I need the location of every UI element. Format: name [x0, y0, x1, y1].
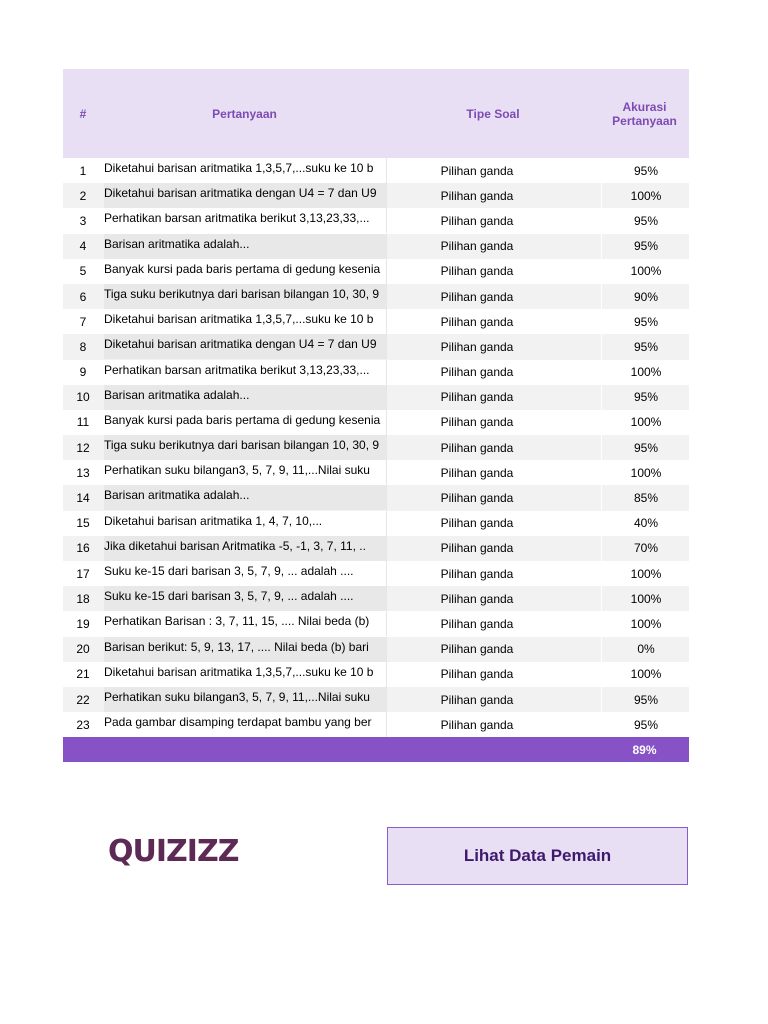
table-row: [63, 662, 689, 687]
row-number: 22: [76, 692, 90, 707]
row-accuracy: 95%: [601, 234, 690, 259]
row-question-type: [386, 208, 600, 233]
row-accuracy: 40%: [601, 511, 690, 536]
row-number: 2: [79, 188, 87, 203]
row-number: 19: [76, 616, 90, 631]
quizizz-logo: [108, 825, 239, 877]
row-question: Diketahui barisan aritmatika dengan U4 = 7 dan U9: [104, 183, 387, 208]
row-question: Barisan aritmatika adalah...: [104, 385, 387, 410]
table-row: [63, 360, 689, 385]
row-number: 17: [76, 566, 90, 581]
row-question: Diketahui barisan aritmatika 1, 4, 7, 10,...: [104, 511, 387, 536]
table-row: [63, 234, 689, 259]
row-number: 10: [76, 390, 90, 405]
row-accuracy: 100%: [601, 183, 690, 208]
row-question-type: [386, 234, 600, 259]
row-question-type-text: Pilihan ganda: [440, 616, 514, 631]
row-accuracy: 95%: [601, 309, 690, 334]
table-row: [63, 208, 689, 233]
row-question-type-text: Pilihan ganda: [440, 314, 514, 329]
row-question: Barisan aritmatika adalah...: [104, 485, 387, 510]
row-question-type-text: Pilihan ganda: [440, 213, 514, 228]
row-accuracy: 100%: [601, 586, 690, 611]
table-row: [63, 435, 689, 460]
table-row: [63, 637, 689, 662]
row-accuracy: 100%: [601, 460, 690, 485]
row-question: Tiga suku berikutnya dari barisan bilangan 10, 30, 9: [104, 435, 387, 460]
row-question: Suku ke-15 dari barisan 3, 5, 7, 9, ... adalah ....: [104, 561, 387, 586]
row-question-type-text: Pilihan ganda: [440, 239, 514, 254]
view-player-data-button[interactable]: Lihat Data Pemain: [387, 827, 688, 885]
row-accuracy: 100%: [601, 410, 690, 435]
row-accuracy: 100%: [601, 360, 690, 385]
row-accuracy: 0%: [601, 637, 690, 662]
table-row: [63, 183, 689, 208]
table-row: [63, 460, 689, 485]
table-row: [63, 158, 689, 183]
table-row: [63, 485, 689, 510]
row-question-type: [386, 435, 600, 460]
row-question: Diketahui barisan aritmatika 1,3,5,7,...suku ke 10 b: [104, 309, 387, 334]
total-accuracy: 89%: [632, 742, 657, 757]
table-row: [63, 259, 689, 284]
row-question: Tiga suku berikutnya dari barisan bilangan 10, 30, 9: [104, 284, 387, 309]
row-accuracy: 100%: [601, 611, 690, 636]
row-number: 9: [79, 365, 87, 380]
row-question: Perhatikan suku bilangan3, 5, 7, 9, 11,...Nilai suku: [104, 460, 387, 485]
row-question-type-text: Pilihan ganda: [440, 516, 514, 531]
row-number: 1: [79, 163, 87, 178]
row-number: 20: [76, 642, 90, 657]
table-row: [63, 611, 689, 636]
row-accuracy: 90%: [601, 284, 690, 309]
quizizz-logo-text: QUIZIZZ: [108, 833, 239, 869]
row-number: 16: [76, 541, 90, 556]
row-number: 12: [76, 440, 90, 455]
row-question: Barisan aritmatika adalah...: [104, 234, 387, 259]
row-question-type: [386, 586, 600, 611]
row-question-type-text: Pilihan ganda: [440, 541, 514, 556]
row-accuracy: 85%: [601, 485, 690, 510]
row-question-type-text: Pilihan ganda: [440, 365, 514, 380]
row-question: Perhatikan barsan aritmatika berikut 3,13,23,33,...: [104, 208, 387, 233]
row-number: 14: [76, 491, 90, 506]
row-question-type: [386, 712, 600, 737]
row-number: 7: [79, 314, 87, 329]
row-question-type-text: Pilihan ganda: [440, 465, 514, 480]
table-row: [63, 309, 689, 334]
row-question-type-text: Pilihan ganda: [440, 188, 514, 203]
row-question-type-text: Pilihan ganda: [440, 163, 514, 178]
row-number: 21: [76, 667, 90, 682]
row-question-type-text: Pilihan ganda: [440, 667, 514, 682]
row-number: 3: [79, 213, 87, 228]
row-number: 15: [76, 516, 90, 531]
row-question-type: [386, 158, 600, 183]
row-question-type: [386, 309, 600, 334]
row-number: 5: [79, 264, 87, 279]
row-question: Suku ke-15 dari barisan 3, 5, 7, 9, ... adalah ....: [104, 586, 387, 611]
row-question: Barisan berikut: 5, 9, 13, 17, .... Nilai beda (b) bari: [104, 637, 387, 662]
header-accuracy: [600, 69, 689, 158]
table-footer: [63, 737, 689, 762]
table-body: [63, 158, 689, 737]
row-number: 18: [76, 591, 90, 606]
row-accuracy: 95%: [601, 712, 690, 737]
row-question-type: [386, 536, 600, 561]
row-question-type-text: Pilihan ganda: [440, 415, 514, 430]
row-question-type: [386, 183, 600, 208]
row-question-type-text: Pilihan ganda: [440, 692, 514, 707]
row-question-type-text: Pilihan ganda: [440, 390, 514, 405]
row-accuracy: 95%: [601, 687, 690, 712]
row-question: Diketahui barisan aritmatika 1,3,5,7,...suku ke 10 b: [104, 158, 387, 183]
row-question-type: [386, 460, 600, 485]
table-row: [63, 536, 689, 561]
header-question: Pertanyaan: [212, 106, 277, 121]
table-row: [63, 561, 689, 586]
row-question-type: [386, 561, 600, 586]
row-question-type: [386, 360, 600, 385]
row-accuracy: 95%: [601, 158, 690, 183]
row-question: Perhatikan Barisan : 3, 7, 11, 15, .... Nilai beda (b): [104, 611, 387, 636]
row-question-type-text: Pilihan ganda: [440, 717, 514, 732]
row-question-type: [386, 385, 600, 410]
row-accuracy: 95%: [601, 208, 690, 233]
row-accuracy: 95%: [601, 385, 690, 410]
row-accuracy: 70%: [601, 536, 690, 561]
row-question-type-text: Pilihan ganda: [440, 289, 514, 304]
row-question-type: [386, 662, 600, 687]
header-question-type: Tipe Soal: [466, 106, 520, 121]
table-row: [63, 511, 689, 536]
row-accuracy: 100%: [601, 662, 690, 687]
row-accuracy: 95%: [601, 334, 690, 359]
row-question: Diketahui barisan aritmatika 1,3,5,7,...suku ke 10 b: [104, 662, 387, 687]
row-question: Banyak kursi pada baris pertama di gedung kesenia: [104, 410, 387, 435]
row-number: 23: [76, 717, 90, 732]
table-row: [63, 586, 689, 611]
row-question-type-text: Pilihan ganda: [440, 566, 514, 581]
row-accuracy: 100%: [601, 561, 690, 586]
row-question-type-text: Pilihan ganda: [440, 591, 514, 606]
row-question-type: [386, 284, 600, 309]
table-row: [63, 284, 689, 309]
row-accuracy: 95%: [601, 435, 690, 460]
row-question: Perhatikan suku bilangan3, 5, 7, 9, 11,...Nilai suku: [104, 687, 387, 712]
row-question-type-text: Pilihan ganda: [440, 440, 514, 455]
row-question-type: [386, 410, 600, 435]
row-number: 8: [79, 339, 87, 354]
table-row: [63, 687, 689, 712]
row-question-type: [386, 334, 600, 359]
header-accuracy-line1: Akurasi: [622, 99, 667, 114]
table-header: [63, 69, 689, 158]
row-question-type-text: Pilihan ganda: [440, 642, 514, 657]
row-accuracy: 100%: [601, 259, 690, 284]
table-row: [63, 410, 689, 435]
row-number: 13: [76, 465, 90, 480]
row-question: Pada gambar disamping terdapat bambu yang ber: [104, 712, 387, 737]
row-question-type: [386, 637, 600, 662]
row-question-type-text: Pilihan ganda: [440, 264, 514, 279]
row-number: 4: [79, 239, 87, 254]
row-number: 6: [79, 289, 87, 304]
row-question-type-text: Pilihan ganda: [440, 491, 514, 506]
row-question-type: [386, 259, 600, 284]
row-question-type-text: Pilihan ganda: [440, 339, 514, 354]
table-row: [63, 334, 689, 359]
header-number: #: [79, 106, 87, 121]
header-accuracy-line2: Pertanyaan: [612, 113, 677, 128]
row-question-type: [386, 485, 600, 510]
row-question-type: [386, 687, 600, 712]
row-question: Banyak kursi pada baris pertama di gedung kesenia: [104, 259, 387, 284]
row-question-type: [386, 511, 600, 536]
row-number: 11: [76, 415, 90, 430]
table-row: [63, 385, 689, 410]
row-question: Jika diketahui barisan Aritmatika -5, -1, 3, 7, 11, ..: [104, 536, 387, 561]
row-question: Perhatikan barsan aritmatika berikut 3,13,23,33,...: [104, 360, 387, 385]
quiz-report-table: [63, 69, 689, 762]
row-question-type: [386, 611, 600, 636]
table-row: [63, 712, 689, 737]
row-question: Diketahui barisan aritmatika dengan U4 = 7 dan U9: [104, 334, 387, 359]
